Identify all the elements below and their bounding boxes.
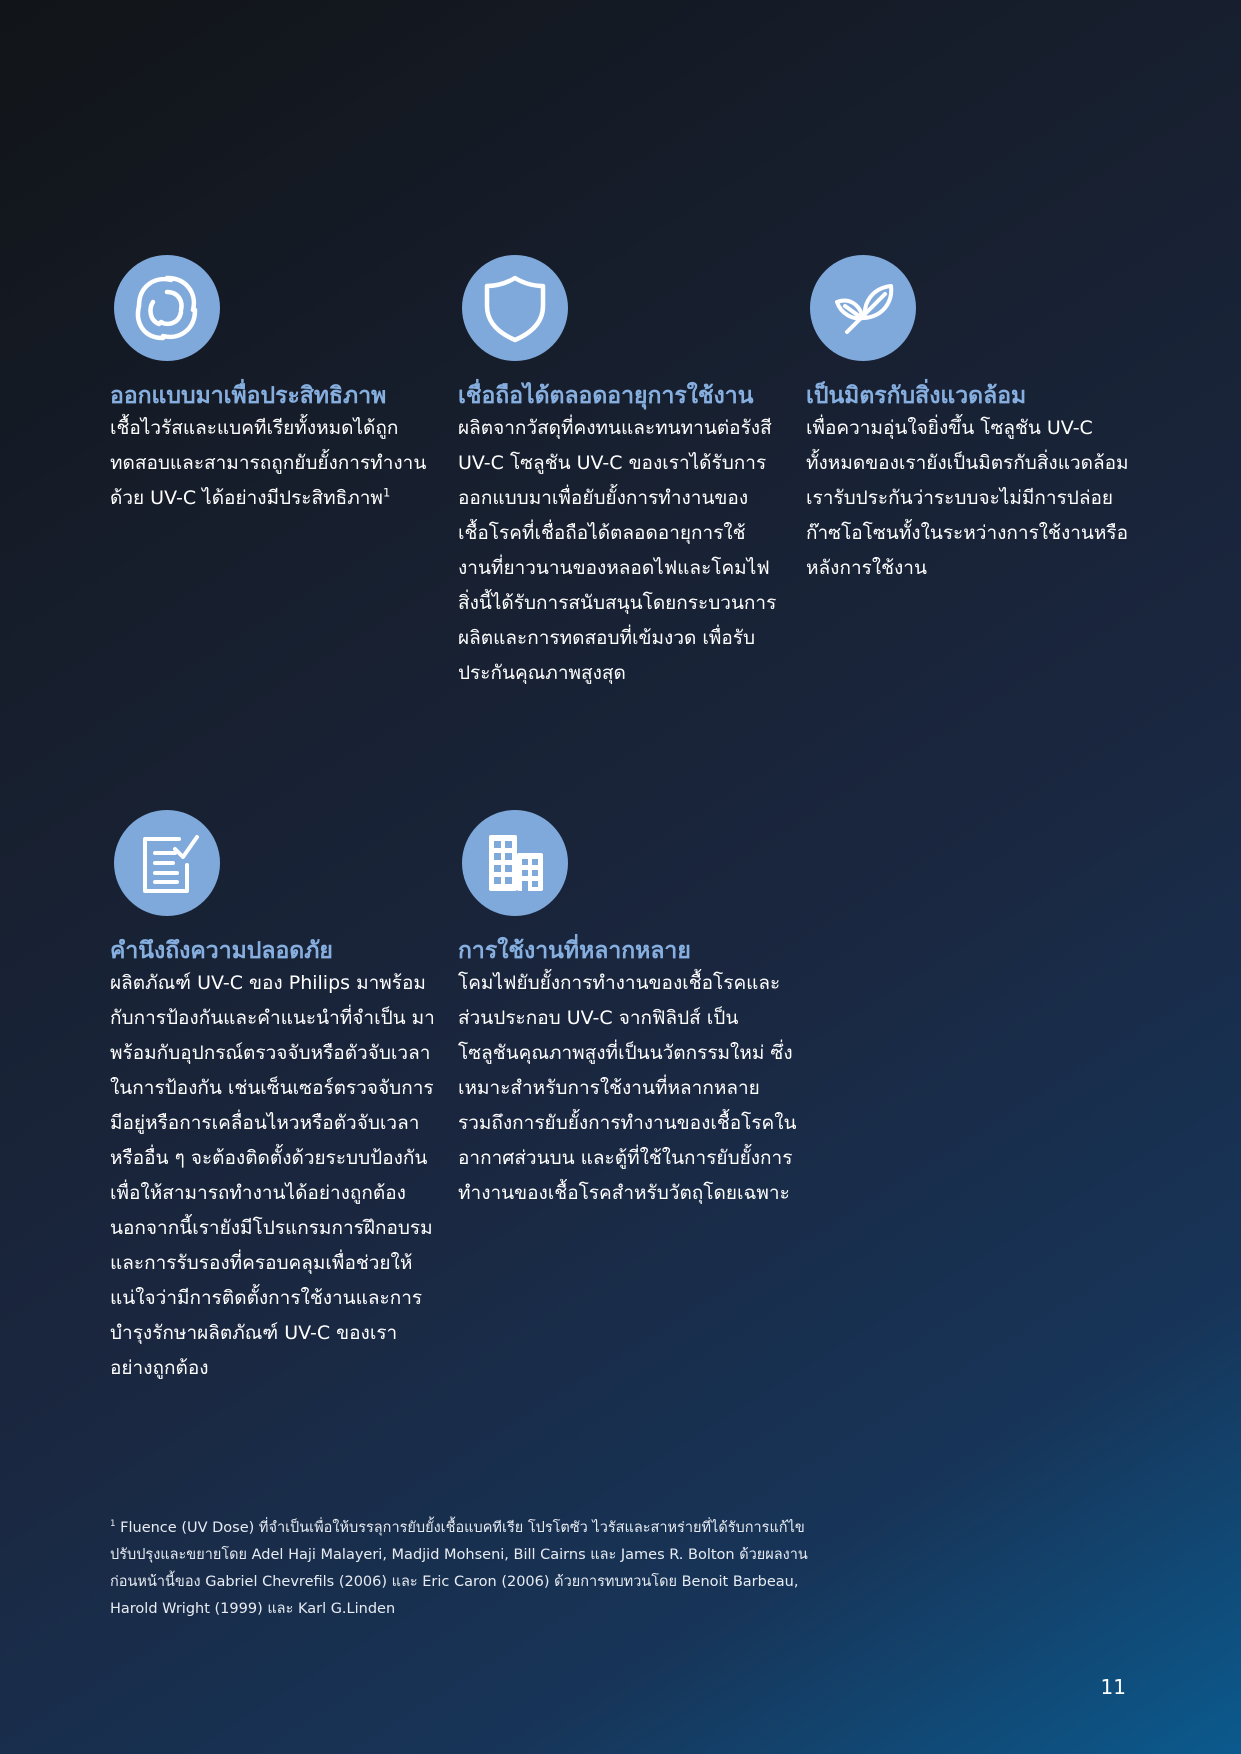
leaf-icon [810, 255, 916, 361]
feature-title: เชื่อถือได้ตลอดอายุการใช้งาน [458, 383, 754, 409]
footnote-marker: 1 [110, 1519, 116, 1530]
feature-body: เพื่อความอุ่นใจยิ่งขึ้น โซลูชัน UV-C ทั้งหมดของเรายังเป็นมิตรกับสิ่งแวดล้อม เรารับประกันว่าระบบจะไม่มีการปล่อยก๊าซโอโซนทั้งในระหว่างการใช้งานหรือหลังการใช้งาน [806, 417, 1129, 579]
feature-efficiency [110, 255, 440, 516]
feature-title: คำนึงถึงความปลอดภัย [110, 938, 333, 964]
feature-body: เชื้อไวรัสและแบคทีเรียทั้งหมดได้ถูกทดสอบและสามารถถูกยับยั้งการทำงานด้วย UV-C ได้อย่างมีประสิทธิภาพ$^1$ [110, 417, 427, 509]
document-check-icon [114, 810, 220, 916]
feature-title: เป็นมิตรกับสิ่งแวดล้อม [806, 383, 1027, 409]
feature-versatility [458, 810, 798, 1211]
feature-title: การใช้งานที่หลากหลาย [458, 938, 691, 964]
footnote-ref: 1 [382, 485, 391, 500]
feature-body: ผลิตภัณฑ์ UV-C ของ Philips มาพร้อมกับการป้องกันและคำแนะนำที่จำเป็น มาพร้อมกับอุปกรณ์ตรวจจับหรือตัวจับเวลาในการป้องกัน เช่นเซ็นเซอร์ตรวจจับการมีอยู่หรือการเคลื่อนไหวหรือตัวจับเวลาหรืออื่น ๆ จะต้องติดตั้งด้วยระบบป้องกันเพื่อให้สามารถทำงานได้อย่างถูกต้อง นอกจากนี้เรายังมีโปรแกรมการฝึกอบรมและการรับรองที่ครอบคลุมเพื่อช่วยให้แน่ใจว่ามีการติดตั้งการใช้งานและการบำรุงรักษาผลิตภัณฑ์ UV-C ของเราอย่างถูกต้อง [110, 972, 435, 1379]
footnote [110, 1515, 830, 1623]
page-number: 11 [1100, 1675, 1126, 1699]
shield-icon [462, 255, 568, 361]
feature-safety [110, 810, 435, 1386]
feature-body: โคมไฟยับยั้งการทำงานของเชื้อโรคและส่วนประกอบ UV-C จากฟิลิปส์ เป็นโซลูชันคุณภาพสูงที่เป็นนวัตกรรมใหม่ ซึ่งเหมาะสำหรับการใช้งานที่หลากหลาย รวมถึงการยับยั้งการทำงานของเชื้อโรคในอากาศส่วนบน และตู้ที่ใช้ในการยับยั้งการทำงานของเชื้อโรคสำหรับวัตถุโดยเฉพาะ [458, 972, 797, 1204]
buildings-icon [462, 810, 568, 916]
feature-title: ออกแบบมาเพื่อประสิทธิภาพ [110, 383, 387, 409]
feature-reliability [458, 255, 778, 691]
feature-environment [806, 255, 1136, 586]
footnote-text: Fluence (UV Dose) ที่จำเป็นเพื่อให้บรรลุการยับยั้งเชื้อแบคทีเรีย โปรโตซัว ไวรัสและสาหร่ายที่ได้รับการแก้ไขปรับปรุงและขยายโดย Adel Haji Malayeri, Madjid Mohseni, Bill Cairns และ James R. Bolton ด้วยผลงานก่อนหน้านี้ของ Gabriel Chevrefils (2006) และ Eric Caron (2006) ด้วยการทบทวนโดย Benoit Barbeau, Harold Wright (1999) และ Karl G.Linden [110, 1520, 808, 1617]
spiral-icon [114, 255, 220, 361]
feature-body: ผลิตจากวัสดุที่คงทนและทนทานต่อรังสี UV-C โซลูชัน UV-C ของเราได้รับการออกแบบมาเพื่อยับยั้งการทำงานของเชื้อโรคที่เชื่อถือได้ตลอดอายุการใช้งานที่ยาวนานของหลอดไฟและโคมไฟ สิ่งนี้ได้รับการสนับสนุนโดยกระบวนการผลิตและการทดสอบที่เข้มงวด เพื่อรับประกันคุณภาพสูงสุด [458, 417, 777, 684]
